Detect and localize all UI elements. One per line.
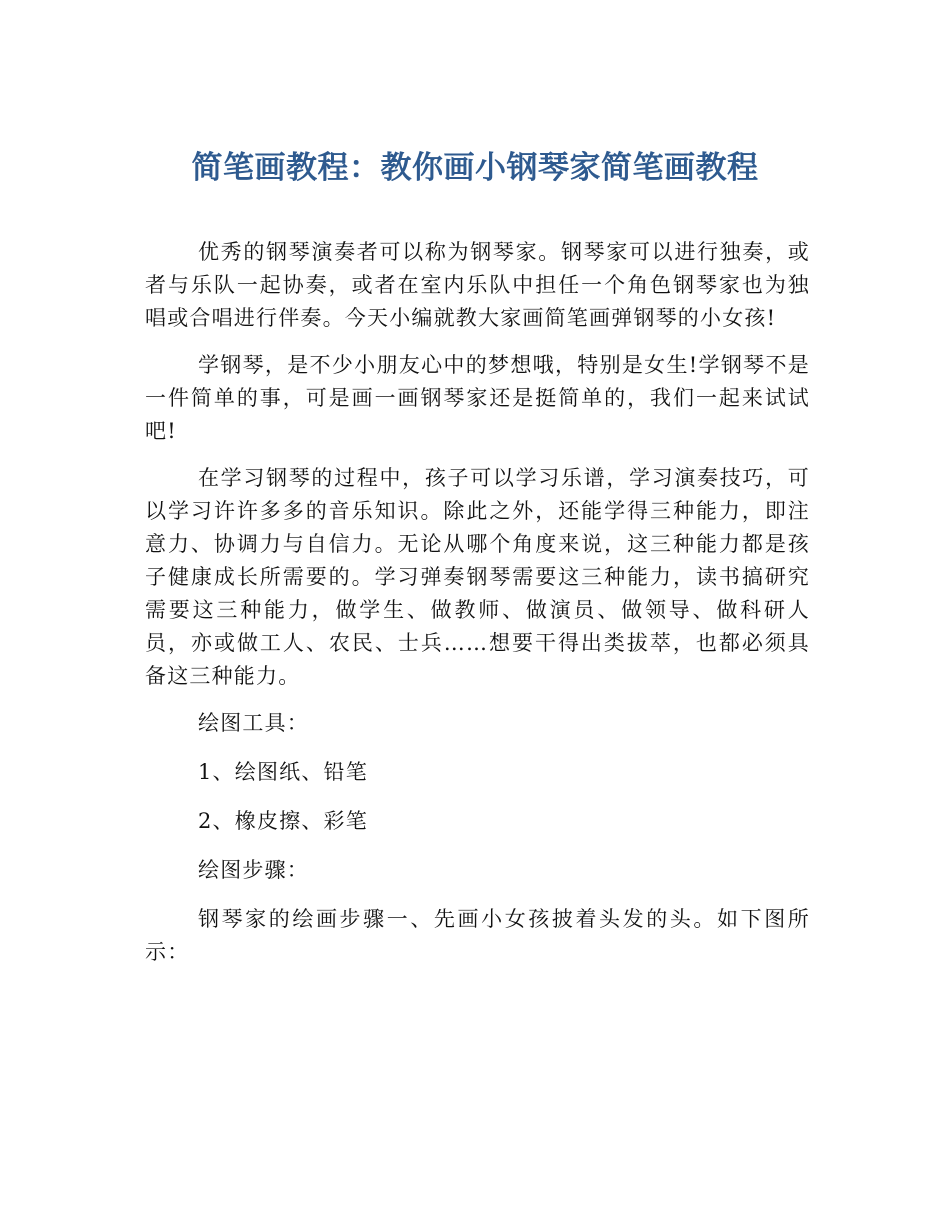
list-item-tool-1: 1、绘图纸、铅笔 [198, 760, 368, 784]
page-title: 简笔画教程：教你画小钢琴家简笔画教程 [191, 150, 759, 186]
paragraph-learning-piano: 学钢琴，是不少小朋友心中的梦想哦，特别是女生!学钢琴不是一件简单的事，可是画一画钢琴家还是挺简单的，我们一起来试试吧! [145, 353, 810, 443]
paragraph-step-1: 钢琴家的绘画步骤一、先画小女孩披着头发的头。如下图所示： [145, 907, 810, 964]
paragraph-tools-heading: 绘图工具： [198, 711, 309, 735]
paragraph-steps-heading: 绘图步骤： [198, 858, 309, 882]
paragraph-abilities: 在学习钢琴的过程中，孩子可以学习乐谱，学习演奏技巧，可以学习许许多多的音乐知识。除此之外，还能学得三种能力，即注意力、协调力与自信力。无论从哪个角度来说，这三种能力都是孩子健康成长所需要的。学习弹奏钢琴需要这三种能力，读书搞研究需要这三种能力，做学生、做教师、做演员、做领导、做科研人员，亦或做工人、农民、士兵……想要干得出类拔萃，也都必须具备这三种能力。 [145, 466, 810, 688]
list-item-tool-2: 2、橡皮擦、彩笔 [198, 809, 368, 833]
document-body [145, 236, 810, 983]
paragraph-intro: 优秀的钢琴演奏者可以称为钢琴家。钢琴家可以进行独奏，或者与乐队一起协奏，或者在室内乐队中担任一个角色钢琴家也为独唱或合唱进行伴奏。今天小编就教大家画简笔画弹钢琴的小女孩! [145, 240, 810, 330]
